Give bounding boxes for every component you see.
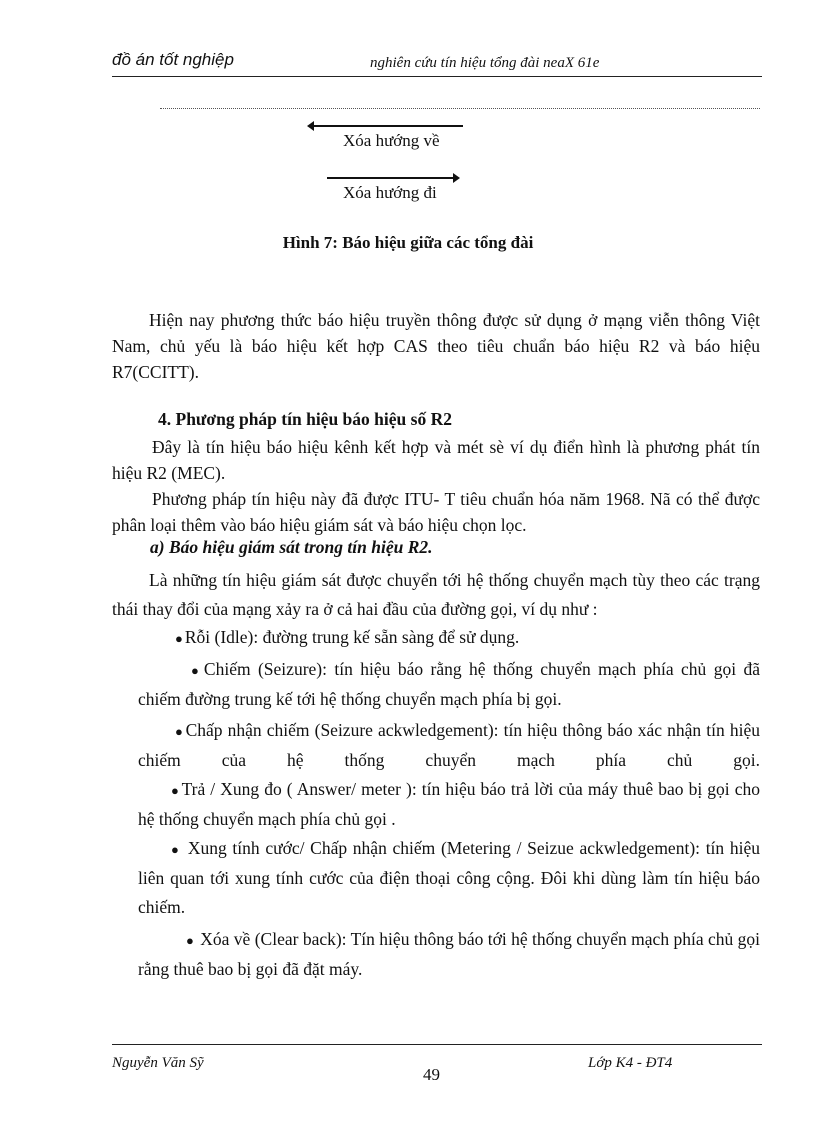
arrow-right-icon: [327, 177, 454, 179]
section-heading-4: 4. Phương pháp tín hiệu báo hiệu số R2: [158, 409, 452, 429]
bullet-text: Chấp nhận chiếm (Seizure ackwledgement): tín hiệu thông báo xác nhận tín hiệu chiếm của hệ thống chuyển mạch phía chủ gọi.: [138, 720, 760, 770]
arrow-back-label: Xóa hướng về: [343, 131, 440, 150]
bullet-text: Xung tính cước/ Chấp nhận chiếm (Metering / Seizue ackwledgement): tín hiệu liên quan tới xung tính cước của điện thoại công cộng. Đôi khi dùng làm tín hiệu báo chiếm.: [138, 838, 760, 917]
header-left-title: đồ án tốt nghiệp: [112, 50, 234, 69]
footer-rule: [112, 1044, 762, 1045]
arrow-left-icon: [313, 125, 463, 127]
bullet-item: [138, 834, 760, 922]
bullet-icon: ●: [175, 631, 183, 646]
paragraph-r2-definition: Đây là tín hiệu báo hiệu kênh kết hợp và mét sè ví dụ điển hình là phương phát tín hiệu R2 (MEC).: [112, 437, 760, 483]
bullet-item: [138, 775, 760, 834]
footer-author: Nguyễn Văn Sỹ: [112, 1055, 204, 1071]
subsection-heading-a: a) Báo hiệu giám sát trong tín hiệu R2.: [150, 537, 433, 557]
dotted-separator: [160, 108, 760, 109]
paragraph-intro: Hiện nay phương thức báo hiệu truyền thông được sử dụng ở mạng viễn thông Việt Nam, chủ yếu là báo hiệu kết hợp CAS theo tiêu chuẩn báo hiệu R2 và báo hiệu R7(CCITT).: [112, 310, 760, 382]
paragraph-supervision: Là những tín hiệu giám sát được chuyển tới hệ thống chuyển mạch tùy theo các trạng thái thay đổi của mạng xảy ra ở cả hai đầu của đường gọi, ví dụ như :: [112, 570, 760, 619]
bullet-icon: ●: [171, 783, 180, 798]
arrow-forward-label: Xóa hướng đi: [343, 183, 437, 202]
bullet-text: Xóa về (Clear back): Tín hiệu thông báo tới hệ thống chuyển mạch phía chủ gọi rằng thuê bao bị gọi đã đặt máy.: [138, 929, 760, 979]
paragraph-r2-standard: Phương pháp tín hiệu này đã được ITU- T tiêu chuẩn hóa năm 1968. Nã có thể được phân loại thêm vào báo hiệu giám sát và báo hiệu chọn lọc.: [112, 489, 760, 535]
bullet-item: [175, 627, 519, 648]
bullet-item: [138, 716, 760, 775]
bullet-text: Rỗi (Idle): đường trung kế sẵn sàng để sử dụng.: [184, 627, 520, 647]
bullet-text: Chiếm (Seizure): tín hiệu báo rằng hệ thống chuyển mạch phía chủ gọi đã chiếm đường trung kế tới hệ thống chuyển mạch phía bị gọi.: [138, 659, 760, 709]
bullet-icon: ●: [191, 663, 202, 678]
header-rule: [112, 76, 762, 77]
bullet-icon: ●: [171, 842, 181, 857]
bullet-item: [138, 655, 760, 714]
header-right-title: nghiên cứu tín hiệu tổng đài neaX 61e: [370, 55, 600, 71]
footer-class: Lớp K4 - ĐT4: [588, 1055, 673, 1071]
bullet-item: [138, 925, 760, 984]
bullet-icon: ●: [186, 933, 194, 948]
bullet-icon: ●: [175, 724, 184, 739]
bullet-text: Trả / Xung đo ( Answer/ meter ): tín hiệu báo trả lời của máy thuê bao bị gọi cho hệ thống chuyển mạch phía chủ gọi .: [138, 779, 760, 829]
figure-caption: Hình 7: Báo hiệu giữa các tổng đài: [282, 233, 534, 252]
page-number: 49: [423, 1065, 440, 1084]
